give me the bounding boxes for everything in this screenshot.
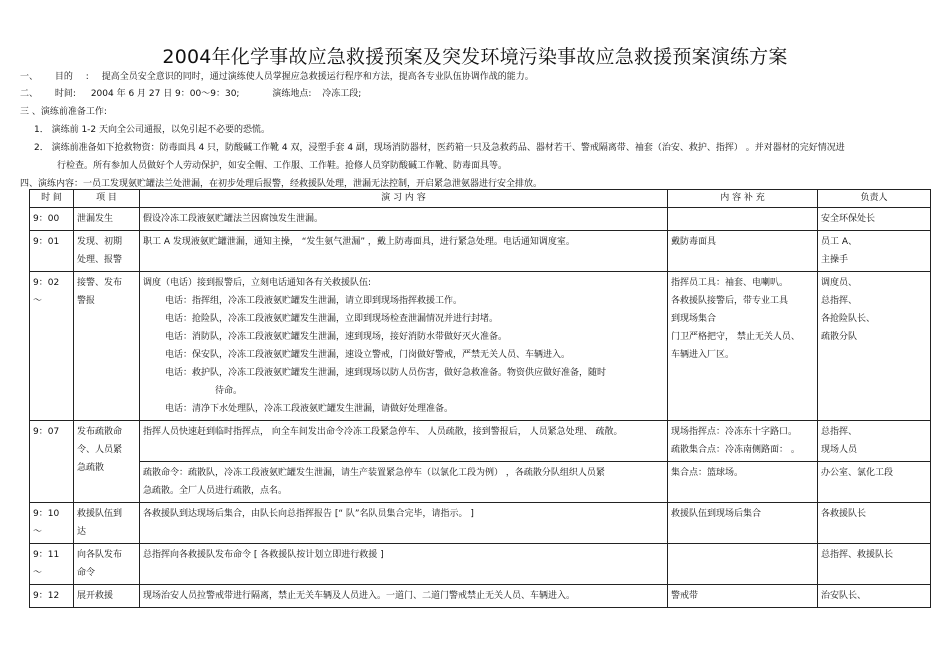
cell-drill: 调度（电话）接到报警后，立刻电话通知各有关救援队伍: 电话：指挥组，冷冻工段液氨贮罐发生泄漏，请立即到现场指挥救援工作。 电话：抢险队，冷冻工段液氨贮罐发生泄漏，立即到现场检查泄漏情况并进行封堵。 电话：消防队，冷冻工段液氨贮罐发生泄漏，速到现场，接好消防水带做好灭火准备。 电话：保安队，冷冻工段液氨贮罐发生泄漏，速设立警戒，门岗做好警戒，严禁无关人员、车辆进入。 电话：救护队，冷冻工段液氨贮罐发生泄漏，速到现场以防人员伤害，做好急救准备。物资供应做好准备，随时 待命。 电话：清净下水处理队，冷冻工段液氨贮罐发生泄漏，请做好处理准备。 bbox=[140, 272, 668, 421]
objective-text: 提高全员安全意识的同时，通过演练使人员掌握应急救援运行程序和方法，提高各专业队伍协调作战的能力。 bbox=[101, 72, 534, 82]
table-row bbox=[30, 272, 931, 421]
cell-supplement: 救援队伍到现场后集合 bbox=[668, 503, 818, 544]
cell-item: 发布疏散命 令、人员紧 急疏散 bbox=[74, 421, 140, 503]
cell-supplement bbox=[668, 208, 818, 231]
table-header-row bbox=[30, 190, 931, 208]
header-item: 项 目 bbox=[74, 190, 140, 208]
section-label: 目的 bbox=[54, 72, 73, 82]
section-content-heading: 四、演练内容：一员工发现氨贮罐法兰处泄漏，在初步处理后报警，经救援队处理，泄漏无法控制，开启紧急泄氨器进行安全排放。 bbox=[20, 179, 543, 189]
header-owner: 负责人 bbox=[818, 190, 931, 208]
table-row bbox=[30, 585, 931, 608]
cell-owner: 员工 A、 主操手 bbox=[818, 231, 931, 272]
section-colon: : bbox=[85, 72, 89, 82]
drill-schedule-table bbox=[29, 189, 931, 608]
cell-time: 9：11 ～ bbox=[30, 544, 74, 585]
drill-place: 冷冻工段; bbox=[322, 89, 362, 99]
cell-drill: 各救援队到达现场后集合，由队长向总指挥报告 [“ 队”名队员集合完毕，请指示。 ] bbox=[140, 503, 668, 544]
cell-supplement: 指挥员工具：袖套、电喇叭。 各救援队接警后，带专业工具 到现场集合 门卫严格把守， 禁止无关人员、 车辆进入厂区。 bbox=[668, 272, 818, 421]
cell-item: 接警、发布 警报 bbox=[74, 272, 140, 421]
time-label: 时间: bbox=[54, 89, 76, 99]
cell-supplement: 戴防毒面具 bbox=[668, 231, 818, 272]
header-supplement: 内 容 补 充 bbox=[668, 190, 818, 208]
cell-time: 9：12 bbox=[30, 585, 74, 608]
table-row bbox=[30, 231, 931, 272]
section-number: 一、 bbox=[20, 72, 39, 82]
cell-owner: 办公室、氯化工段 bbox=[818, 462, 931, 503]
table-row bbox=[30, 421, 931, 462]
section-time bbox=[20, 86, 361, 99]
cell-supplement bbox=[668, 544, 818, 585]
cell-time: 9：07 bbox=[30, 421, 74, 503]
cell-item: 发现、初期 处理、报警 bbox=[74, 231, 140, 272]
cell-drill: 疏散命令：疏散队，冷冻工段液氨贮罐发生泄漏，请生产装置紧急停车（以氯化工段为例） ，各疏散分队组织人员紧 急疏散。全厂人员进行疏散，点名。 bbox=[140, 462, 668, 503]
section-objective bbox=[20, 69, 534, 82]
cell-owner: 各救援队长 bbox=[818, 503, 931, 544]
drill-time: 2004 年 6 月 27 日 9：00～9：30; bbox=[90, 89, 240, 99]
table-row bbox=[30, 462, 931, 503]
cell-item: 展开救援 bbox=[74, 585, 140, 608]
place-label: 演练地点: bbox=[272, 89, 312, 99]
header-drill: 演 习 内 容 bbox=[140, 190, 668, 208]
section-number: 二、 bbox=[20, 89, 39, 99]
cell-time: 9：01 bbox=[30, 231, 74, 272]
cell-drill: 指挥人员快速赶到临时指挥点， 向全车间发出命令冷冻工段紧急停车、 人员疏散，接到警报后， 人员紧急处理、 疏散。 bbox=[140, 421, 668, 462]
cell-time: 9：00 bbox=[30, 208, 74, 231]
cell-owner: 总指挥、 现场人员 bbox=[818, 421, 931, 462]
cell-drill: 职工 A 发现液氨贮罐泄漏，通知主操， “发生氨气泄漏” ，戴上防毒面具，进行紧急处理。电话通知调度室。 bbox=[140, 231, 668, 272]
table-row bbox=[30, 208, 931, 231]
cell-owner: 治安队长、 bbox=[818, 585, 931, 608]
cell-drill: 假设冷冻工段液氨贮罐法兰因腐蚀发生泄漏。 bbox=[140, 208, 668, 231]
preparation-item-2-cont: 行检查。所有参加人员做好个人劳动保护，如安全帽、工作服、工作鞋。抢修人员穿防酸碱工作靴、防毒面具等。 bbox=[57, 161, 508, 171]
cell-owner: 安全环保处长 bbox=[818, 208, 931, 231]
cell-supplement: 警戒带 bbox=[668, 585, 818, 608]
cell-supplement: 集合点：篮球场。 bbox=[668, 462, 818, 503]
section-preparation-heading: 三 、演练前准备工作: bbox=[20, 107, 107, 117]
table-row bbox=[30, 503, 931, 544]
cell-drill: 总指挥向各救援队发布命令 [ 各救援队按计划立即进行救援 ] bbox=[140, 544, 668, 585]
table-row bbox=[30, 544, 931, 585]
cell-item: 向各队发布 命令 bbox=[74, 544, 140, 585]
header-time: 时 间 bbox=[30, 190, 74, 208]
cell-owner: 调度员、 总指挥、 各抢险队长、 疏散分队 bbox=[818, 272, 931, 421]
cell-item: 救援队伍到 达 bbox=[74, 503, 140, 544]
cell-time: 9：10 ～ bbox=[30, 503, 74, 544]
preparation-item-2: 2． 演练前准备如下抢救物资：防毒面具 4 只，防酸碱工作靴 4 双，浸塑手套 4 副，现场消防器材，医药箱一只及急救药品、器材若干、警戒隔离带、袖套（治安、救护、指挥） 。并对器材的完好情况进 bbox=[34, 143, 845, 153]
cell-owner: 总指挥、救援队长 bbox=[818, 544, 931, 585]
cell-time: 9：02 ～ bbox=[30, 272, 74, 421]
cell-drill: 现场治安人员拉警戒带进行隔离，禁止无关车辆及人员进入。一道门、二道门警戒禁止无关人员、车辆进入。 bbox=[140, 585, 668, 608]
preparation-item-1: 1． 演练前 1-2 天向全公司通报，以免引起不必要的恐慌。 bbox=[34, 125, 271, 135]
cell-supplement: 现场指挥点：冷冻东十字路口。 疏散集合点：冷冻南侧路面： 。 bbox=[668, 421, 818, 462]
page-title: 2004年化学事故应急救援预案及突发环境污染事故应急救援预案演练方案 bbox=[162, 46, 788, 68]
cell-item: 泄漏发生 bbox=[74, 208, 140, 231]
